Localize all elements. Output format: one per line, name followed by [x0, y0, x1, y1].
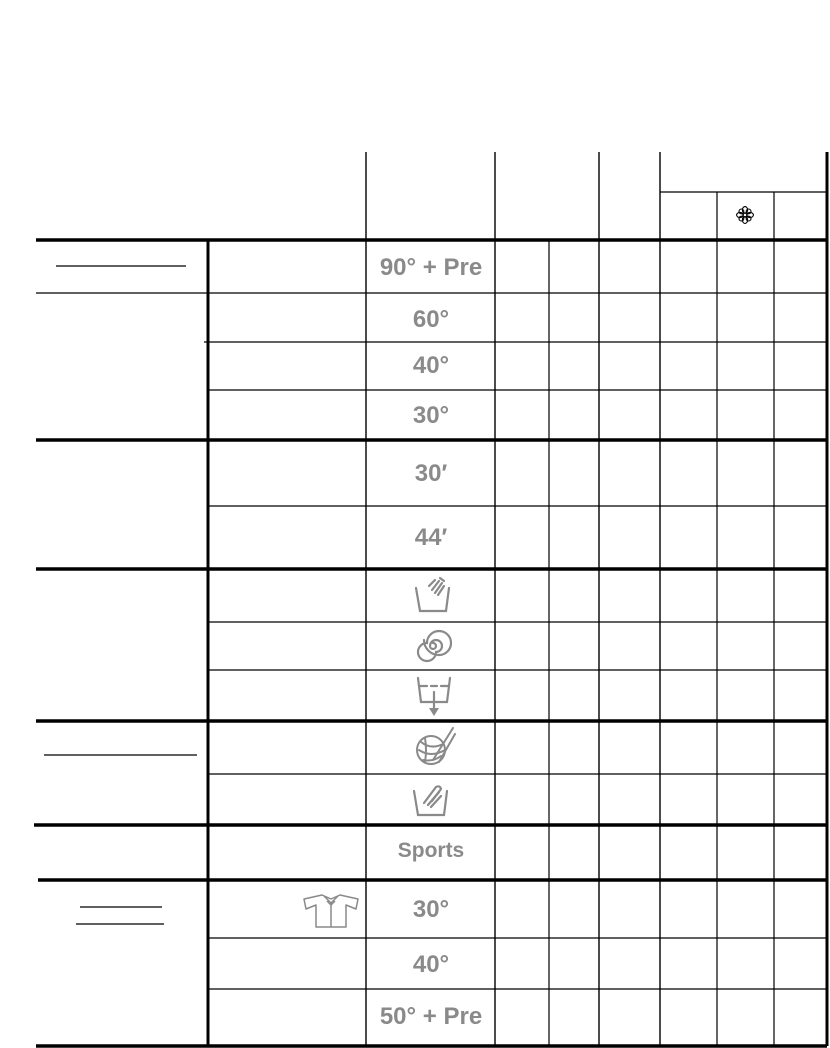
program-30: 30°	[412, 402, 450, 429]
flower-icon	[735, 205, 755, 225]
program-shirt-40: 40°	[412, 951, 450, 978]
rinse-icon	[411, 574, 453, 616]
spin-icon	[414, 627, 452, 665]
program-60: 60°	[412, 306, 450, 333]
drain-icon	[414, 674, 454, 718]
hand-wash-icon	[410, 779, 452, 821]
program-90-pre: 90° + Pre	[379, 254, 483, 281]
program-quick-30: 30′	[414, 460, 448, 487]
wool-icon	[413, 724, 457, 770]
program-sports: Sports	[397, 839, 465, 862]
program-quick-44: 44′	[414, 524, 448, 551]
shirt-icon	[302, 893, 360, 929]
program-shirt-50-pre: 50° + Pre	[379, 1003, 483, 1030]
program-40: 40°	[412, 352, 450, 379]
program-shirt-30: 30°	[412, 896, 450, 923]
